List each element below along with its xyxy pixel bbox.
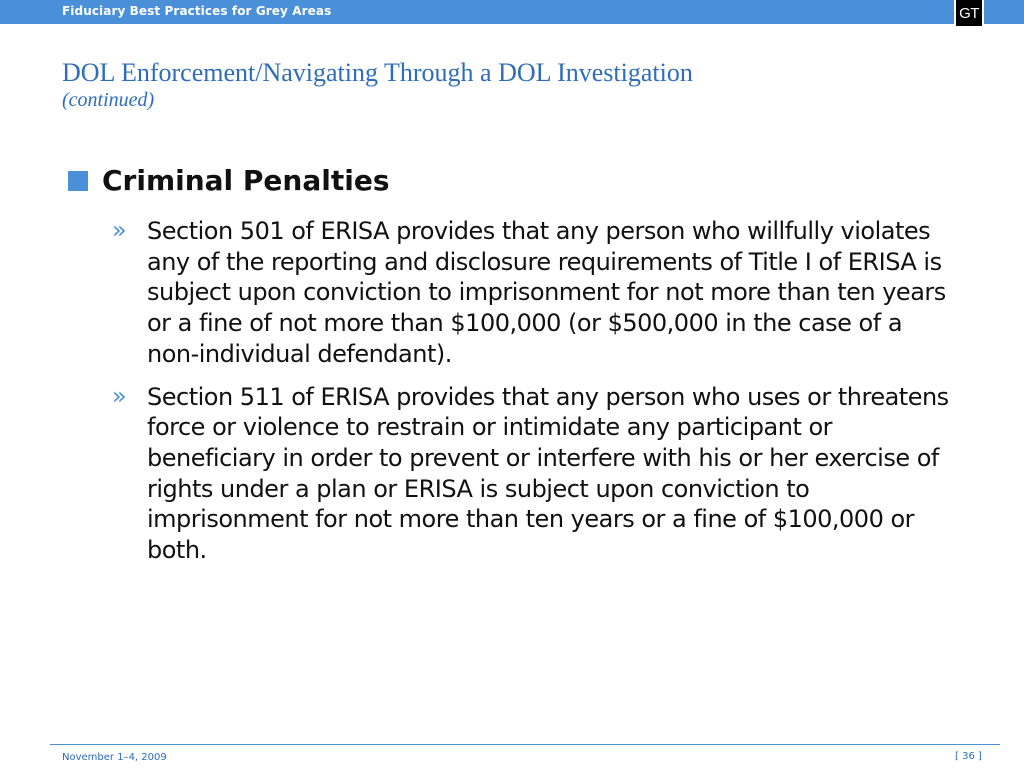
double-chevron-icon: » [112, 216, 127, 244]
square-bullet-icon [68, 171, 88, 191]
slide-title: DOL Enforcement/Navigating Through a DOL Investigation [62, 58, 693, 87]
presentation-title: Fiduciary Best Practices for Grey Areas [62, 4, 332, 18]
slide-subtitle: (continued) [62, 89, 155, 111]
header-bar [0, 0, 1024, 24]
bullet-item-section-501 [112, 216, 952, 370]
logo-text: GT [959, 4, 979, 22]
section-heading [68, 164, 389, 198]
gt-logo [954, 0, 984, 26]
bullet-text: Section 511 of ERISA provides that any person who uses or threatens force or violence to restrain or intimidate any participant or beneficiary in order to prevent or interfere with his or her exercise of rights under a plan or ERISA is subject upon conviction to imprisonment for not more than ten years or a fine of $100,000 or both. [147, 382, 949, 565]
double-chevron-icon: » [112, 381, 127, 410]
page-number: [ 36 ] [955, 751, 982, 762]
footer-divider [50, 744, 1000, 745]
bullet-list [112, 216, 952, 578]
section-heading-text: Criminal Penalties [102, 164, 390, 197]
bullet-item-section-511 [112, 382, 952, 566]
footer-date: November 1–4, 2009 [62, 752, 167, 763]
bullet-text: Section 501 of ERISA provides that any person who willfully violates any of the reporting and disclosure requirements of Title I of ERISA is subject upon conviction to imprisonment for not more than ten years or a fine of not more than $100,000 (or $500,000 in the case of a non-individual defendant). [147, 217, 946, 368]
